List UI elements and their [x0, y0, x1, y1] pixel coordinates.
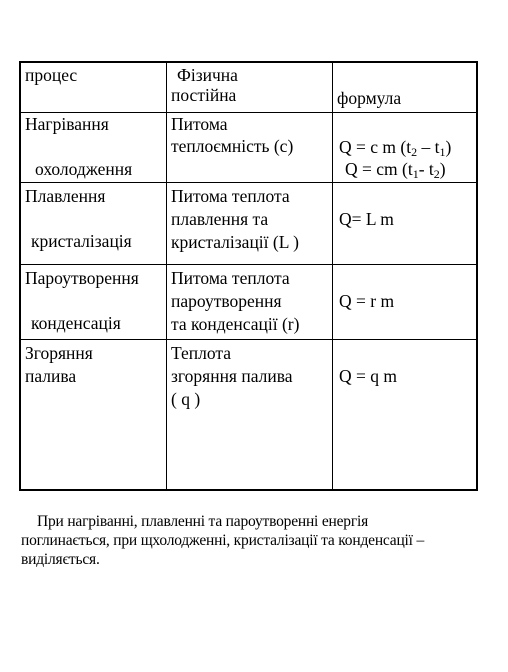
header-constant-line1: Фізична [177, 65, 238, 85]
table-row [21, 183, 477, 265]
process-line1: Плавлення [25, 186, 106, 206]
constant-cell [167, 183, 333, 265]
formula-combustion: Q = q m [339, 366, 397, 386]
process-cell [21, 265, 167, 340]
header-process-cell [21, 63, 167, 113]
formula-melting: Q= L m [339, 209, 394, 229]
process-line2: охолодження [35, 159, 133, 179]
header-formula-cell [333, 63, 477, 113]
process-cell [21, 113, 167, 183]
formula-heating: Q = c m $(t_2 - t_1)$ [339, 137, 452, 159]
constant-cell [167, 113, 333, 183]
process-cell [21, 183, 167, 265]
process-line1: Пароутворення [25, 268, 139, 288]
constant-line1: Питома теплота [171, 268, 290, 288]
physics-table [19, 61, 478, 491]
constant-line2: згоряння палива [171, 366, 293, 386]
formula-cell [333, 113, 477, 183]
constant-line1: Питома [171, 114, 228, 134]
energy-note [21, 512, 491, 569]
header-constant-cell [167, 63, 333, 113]
table-header-row [21, 63, 477, 113]
process-line2: кристалізація [31, 231, 132, 251]
constant-cell [167, 265, 333, 340]
constant-line2: пароутворення [171, 291, 282, 311]
heat-processes-table [20, 62, 477, 490]
table-row [21, 113, 477, 183]
note-line2: поглинається, при щхолодженні, кристалізації та конденсації – [21, 532, 424, 549]
table-row [21, 340, 477, 490]
constant-line1: Теплота [171, 343, 232, 363]
note-line1: При нагріванні, плавленні та пароутворенні енергія [37, 513, 369, 530]
constant-line3: ( q ) [171, 389, 201, 409]
note-line3: виділяється. [21, 551, 100, 568]
constant-line2: теплоємність (c) [171, 136, 294, 156]
process-line1: Згоряння [25, 343, 93, 363]
constant-line1: Питома теплота [171, 186, 290, 206]
formula-vaporization: Q = r m [339, 291, 395, 311]
formula-cell [333, 183, 477, 265]
formula-cell [333, 265, 477, 340]
header-process: процес [25, 65, 78, 85]
process-cell [21, 340, 167, 490]
constant-line2: плавлення та [171, 209, 269, 229]
process-line1: Нагрівання [25, 114, 109, 134]
formula-cooling: Q = cm ($t_1-$ $t_2$) [345, 159, 446, 181]
process-line2: конденсація [31, 313, 121, 333]
constant-line3: та конденсації (r) [171, 314, 300, 334]
constant-cell [167, 340, 333, 490]
constant-line3: кристалізації (L ) [171, 232, 299, 252]
header-constant-line2: постійна [171, 85, 237, 105]
table-row [21, 265, 477, 340]
process-line2: палива [25, 366, 77, 386]
header-formula: формула [337, 88, 402, 108]
formula-cell [333, 340, 477, 490]
